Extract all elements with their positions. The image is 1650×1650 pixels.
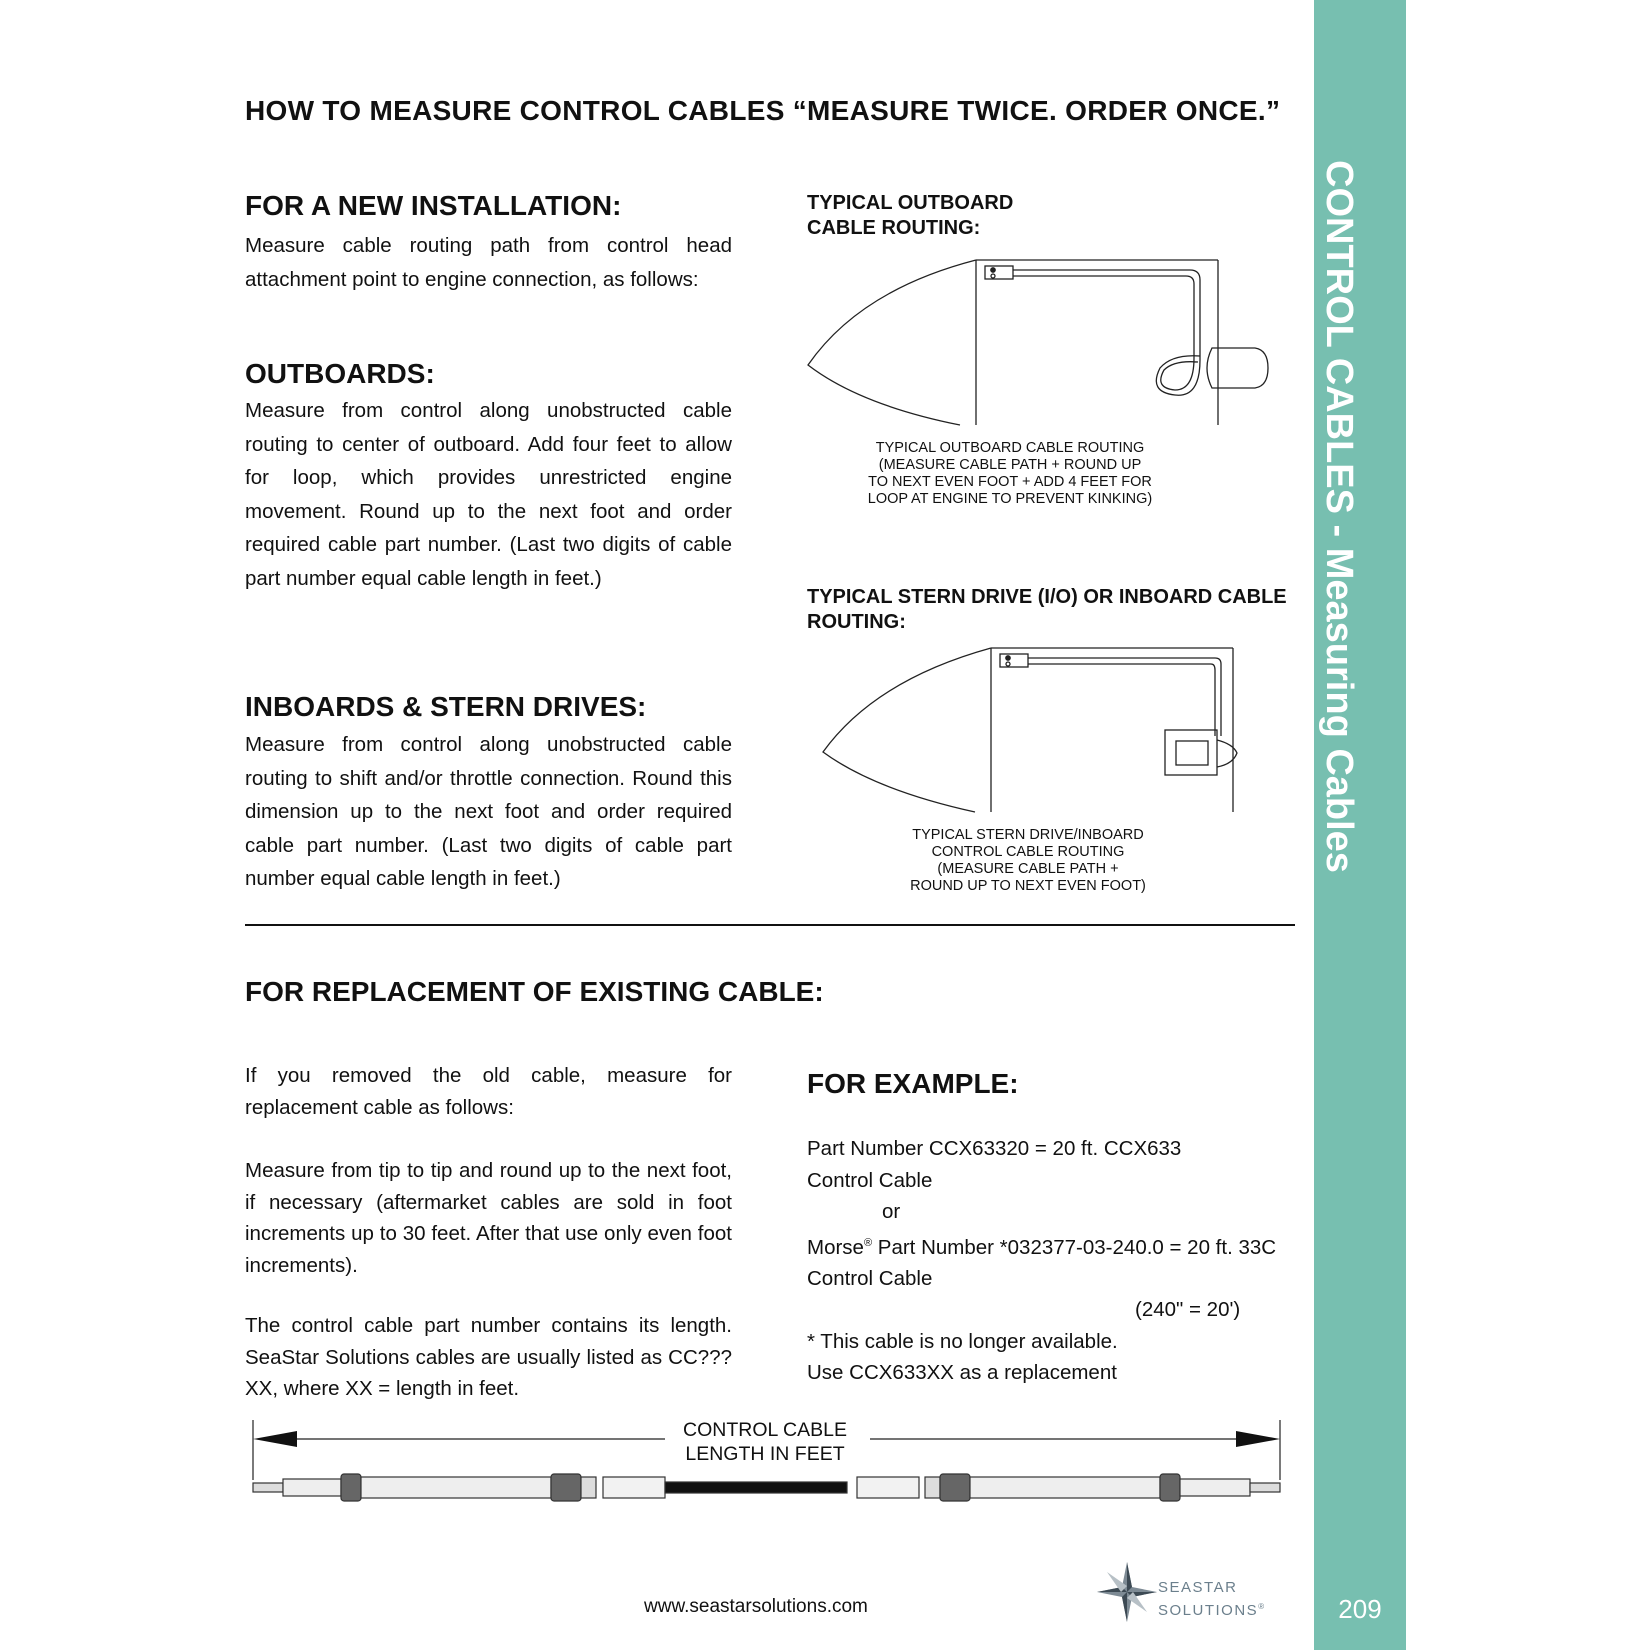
outboard-caption-line: (MEASURE CABLE PATH + ROUND UP	[878, 457, 1142, 473]
logo-line2-wrap	[1158, 1597, 1266, 1620]
replacement-para2: Measure from tip to tip and round up to the next foot, if necessary (aftermarket cables are sold in foot increments up to 30 feet. After that use only even foot increments).	[245, 1159, 732, 1277]
stern-engine-inner	[1176, 741, 1208, 765]
registered-mark: ®	[863, 1236, 873, 1249]
left-arrowhead	[253, 1431, 297, 1447]
sidebar-title: CONTROL CABLES - Measuring Cables	[1318, 160, 1360, 873]
cable-center-jacket	[665, 1482, 847, 1493]
stern-diagram-heading-line1: TYPICAL STERN DRIVE (I/O) OR INBOARD CABLE	[807, 586, 1287, 608]
stern-caption-line: ROUND UP TO NEXT EVEN FOOT)	[910, 878, 1146, 894]
example-heading: FOR EXAMPLE:	[807, 1068, 1019, 1099]
example-line: Control Cable	[807, 1266, 933, 1290]
outboard-cable-line-a	[1013, 270, 1200, 395]
outboard-diagram-heading	[807, 191, 1013, 241]
stern-hull-bow	[823, 648, 991, 812]
stern-diagram-caption	[858, 827, 1198, 895]
page-number: 209	[1338, 1594, 1382, 1624]
example-line: Part Number CCX63320 = 20 ft. CCX633	[807, 1137, 1182, 1160]
stern-caption-line: TYPICAL STERN DRIVE/INBOARD	[912, 827, 1144, 843]
new-installation-heading: FOR A NEW INSTALLATION:	[245, 190, 622, 221]
seastar-star-icon	[1095, 1560, 1160, 1625]
outboard-diagram-heading-line1: TYPICAL OUTBOARD	[807, 192, 1014, 214]
example-morse-part: Part Number *032377-03-240.0 = 20 ft. 33C	[872, 1235, 1277, 1259]
outboard-routing-diagram	[800, 250, 1280, 430]
example-morse-line	[807, 1228, 1307, 1263]
cable-length-label-line2: LENGTH IN FEET	[685, 1443, 845, 1465]
outboard-control-head	[985, 266, 1013, 279]
outboard-diagram-caption	[840, 440, 1180, 508]
example-block	[807, 1133, 1307, 1389]
example-note: * This cable is no longer available.	[807, 1329, 1118, 1353]
inboards-text: Measure from control along unobstructed cable routing to shift and/or throttle connection. Round this dimension up to the next foot and order required cable part number. (Last two digits of cable part number equal cable length in feet.)	[245, 733, 732, 890]
stern-cable-line-b	[1028, 664, 1215, 736]
logo-line1: SEASTAR	[1158, 1579, 1238, 1596]
new-installation-text: Measure cable routing path from control head attachment point to engine connection, as follows:	[245, 234, 732, 291]
example-or: or	[882, 1200, 901, 1223]
left-threaded-rod	[253, 1483, 283, 1492]
outboards-text: Measure from control along unobstructed cable routing to center of outboard. Add four feet to allow for loop, which provides unrestricted engine movement. Round up to the next foot and order required cable part number. (Last two digits of cable part number equal cable length in feet.)	[245, 399, 732, 590]
stern-drive-routing-diagram	[815, 640, 1295, 815]
example-conversion: (240" = 20')	[1135, 1298, 1241, 1322]
outboard-hull-bow	[808, 260, 976, 425]
stern-diagram-heading-line2: ROUTING:	[807, 611, 906, 633]
left-fitting	[341, 1474, 361, 1501]
stern-diagram-heading	[807, 585, 1287, 635]
section-divider	[245, 924, 1295, 926]
inboards-heading: INBOARDS & STERN DRIVES:	[245, 691, 647, 722]
cable-length-label-line1: CONTROL CABLE	[683, 1419, 847, 1441]
replacement-para1: If you removed the old cable, measure for replacement cable as follows:	[245, 1064, 732, 1119]
example-line: Control Cable	[807, 1168, 933, 1192]
right-fitting	[1160, 1474, 1180, 1501]
stern-caption-line: (MEASURE CABLE PATH +	[937, 861, 1119, 877]
right-arrowhead	[1236, 1431, 1280, 1447]
cable-length-label	[625, 1418, 905, 1466]
outboard-cable-line-b	[1013, 276, 1198, 390]
stern-drive-unit	[1217, 740, 1237, 767]
logo-registered-mark: ®	[1258, 1602, 1266, 1611]
right-threaded-rod	[1250, 1483, 1280, 1492]
replacement-para3: The control cable part number contains its length. SeaStar Solutions cables are usually listed as CC???XX, where XX = length in feet.	[245, 1314, 732, 1400]
footer-url[interactable]: www.seastarsolutions.com	[644, 1596, 868, 1617]
stern-cable-line-a	[1028, 658, 1221, 736]
logo-line2: SOLUTIONS	[1158, 1602, 1259, 1619]
stern-caption-line: CONTROL CABLE ROUTING	[931, 844, 1125, 860]
outboards-heading: OUTBOARDS:	[245, 358, 435, 389]
outboard-caption-line: TYPICAL OUTBOARD CABLE ROUTING	[875, 440, 1145, 456]
stern-engine-outer	[1165, 730, 1217, 775]
example-morse-brand: Morse	[807, 1235, 864, 1259]
page-title: HOW TO MEASURE CONTROL CABLES “MEASURE TWICE. ORDER ONCE.”	[245, 95, 1281, 126]
stern-control-head	[1000, 654, 1028, 667]
outboard-motor-icon	[1207, 348, 1268, 388]
example-note: Use CCX633XX as a replacement	[807, 1361, 1117, 1385]
replacement-heading: FOR REPLACEMENT OF EXISTING CABLE:	[245, 976, 824, 1007]
seastar-logo-text	[1158, 1578, 1266, 1620]
outboard-caption-line: TO NEXT EVEN FOOT + ADD 4 FEET FOR	[868, 474, 1152, 490]
outboard-diagram-heading-line2: CABLE ROUTING:	[807, 217, 981, 239]
outboard-caption-line: LOOP AT ENGINE TO PREVENT KINKING)	[867, 491, 1153, 507]
